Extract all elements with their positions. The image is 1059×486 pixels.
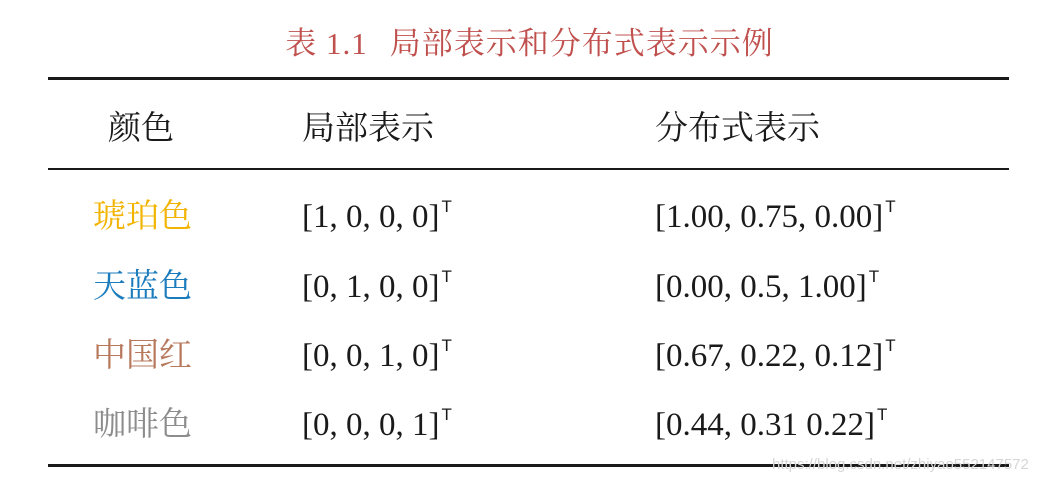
- transpose-mark: T: [441, 267, 452, 286]
- vector-value: [0, 1, 0, 0]: [302, 269, 440, 305]
- transpose-mark: T: [885, 197, 896, 216]
- vector-value: [1.00, 0.75, 0.00]: [655, 199, 884, 235]
- watermark-text: https://blog.csdn.net/zhiyao552147572: [772, 456, 1029, 473]
- row-distributed-vector: [655, 405, 888, 443]
- row-distributed-vector: [655, 197, 896, 235]
- row-distributed-vector: [655, 267, 880, 305]
- row-color-name: 天蓝色: [93, 269, 192, 305]
- vector-value: [0.44, 0.31 0.22]: [655, 407, 875, 443]
- header-color: 颜色: [108, 111, 174, 147]
- transpose-mark: T: [868, 267, 880, 286]
- table-caption: [0, 18, 1059, 63]
- vector-value: [0, 0, 1, 0]: [302, 338, 440, 374]
- row-local-vector: [302, 405, 452, 443]
- row-local-vector: [302, 267, 452, 305]
- row-distributed-vector: [655, 336, 896, 374]
- transpose-mark: T: [876, 405, 888, 424]
- header-local: 局部表示: [302, 111, 434, 147]
- row-local-vector: [302, 336, 452, 374]
- row-color-name: 琥珀色: [93, 199, 192, 235]
- header-distributed: 分布式表示: [655, 111, 820, 147]
- vector-value: [0.67, 0.22, 0.12]: [655, 338, 884, 374]
- transpose-mark: T: [441, 336, 452, 355]
- transpose-mark: T: [441, 405, 452, 424]
- vector-value: [0, 0, 0, 1]: [302, 407, 440, 443]
- vector-value: [0.00, 0.5, 1.00]: [655, 269, 867, 305]
- transpose-mark: T: [441, 197, 452, 216]
- row-local-vector: [302, 197, 452, 235]
- table-title: 局部表示和分布式表示示例: [389, 26, 774, 61]
- row-color-name: 咖啡色: [93, 407, 192, 443]
- row-color-name: 中国红: [93, 338, 192, 374]
- top-rule: [48, 77, 1009, 80]
- header-rule: [48, 168, 1009, 170]
- table-number: 表 1.1: [285, 26, 368, 61]
- vector-value: [1, 0, 0, 0]: [302, 199, 440, 235]
- transpose-mark: T: [885, 336, 896, 355]
